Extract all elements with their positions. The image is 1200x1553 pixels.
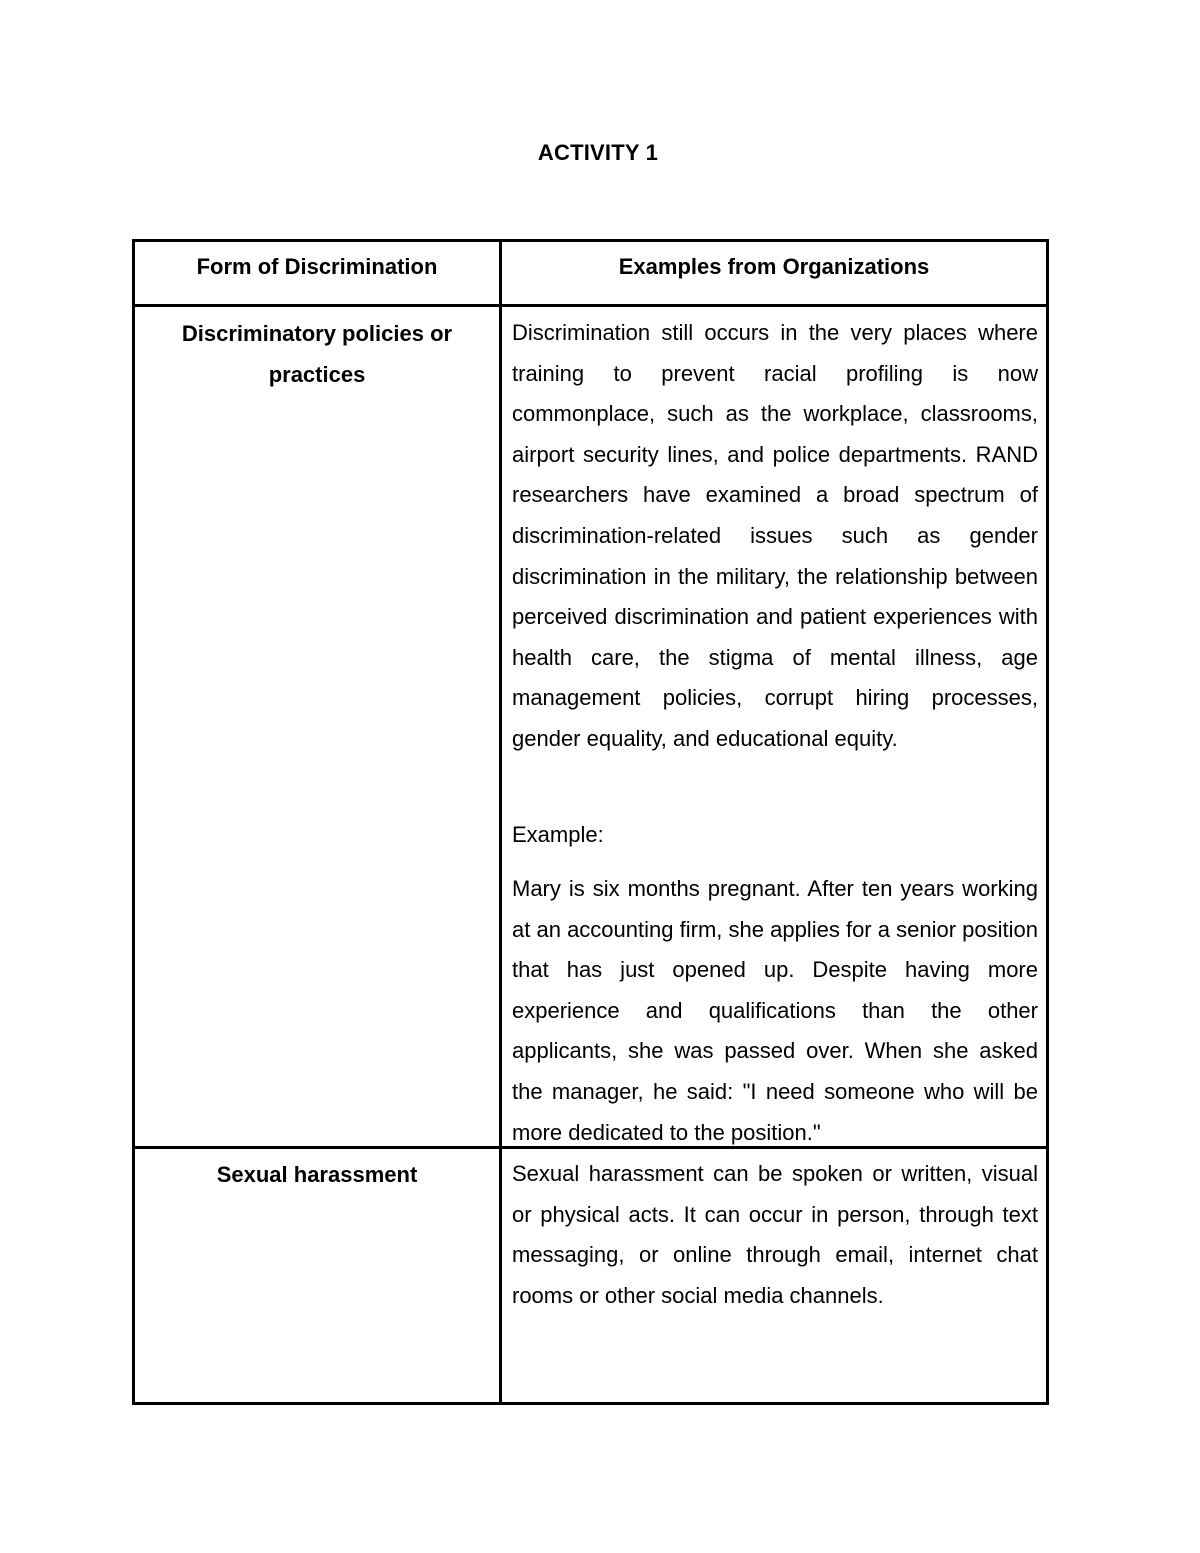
- table-row-example-paragraph: Sexual harassment can be spoken or written, visual or physical acts. It can occur in person, through text messaging, or online through email, internet chat rooms or other social media channels.: [512, 1161, 1038, 1308]
- table-row-example-label: Example:: [512, 822, 604, 847]
- column-divider: [499, 239, 502, 1405]
- page-title: ACTIVITY 1: [537, 140, 659, 165]
- column-header-form: Form of Discrimination: [196, 254, 438, 279]
- column-header-examples: Examples from Organizations: [618, 254, 930, 279]
- table-row-form-sexual-harassment: Sexual harassment: [216, 1162, 418, 1187]
- table-row-example-paragraph: Mary is six months pregnant. After ten years working at an accounting firm, she applies for a senior position that has just opened up. Despite having more experience and qualifications than the other applicants, she was passed over. When she asked the manager, he said: "I need someone who will be more dedicated to the position.": [512, 876, 1038, 1145]
- header-row-divider: [132, 304, 1049, 307]
- table-row-example-paragraph: Discrimination still occurs in the very places where training to prevent racial profiling is now commonplace, such as the workplace, classrooms, airport security lines, and police departments. RAND researchers have examined a broad spectrum of discrimination-related issues such as gender discrimination in the military, the relationship between perceived discrimination and patient experiences with health care, the stigma of mental illness, age management policies, corrupt hiring processes, gender equality, and educational equity.: [512, 320, 1038, 751]
- table-row-form-discriminatory-policies: Discriminatory policies or practices: [181, 321, 453, 387]
